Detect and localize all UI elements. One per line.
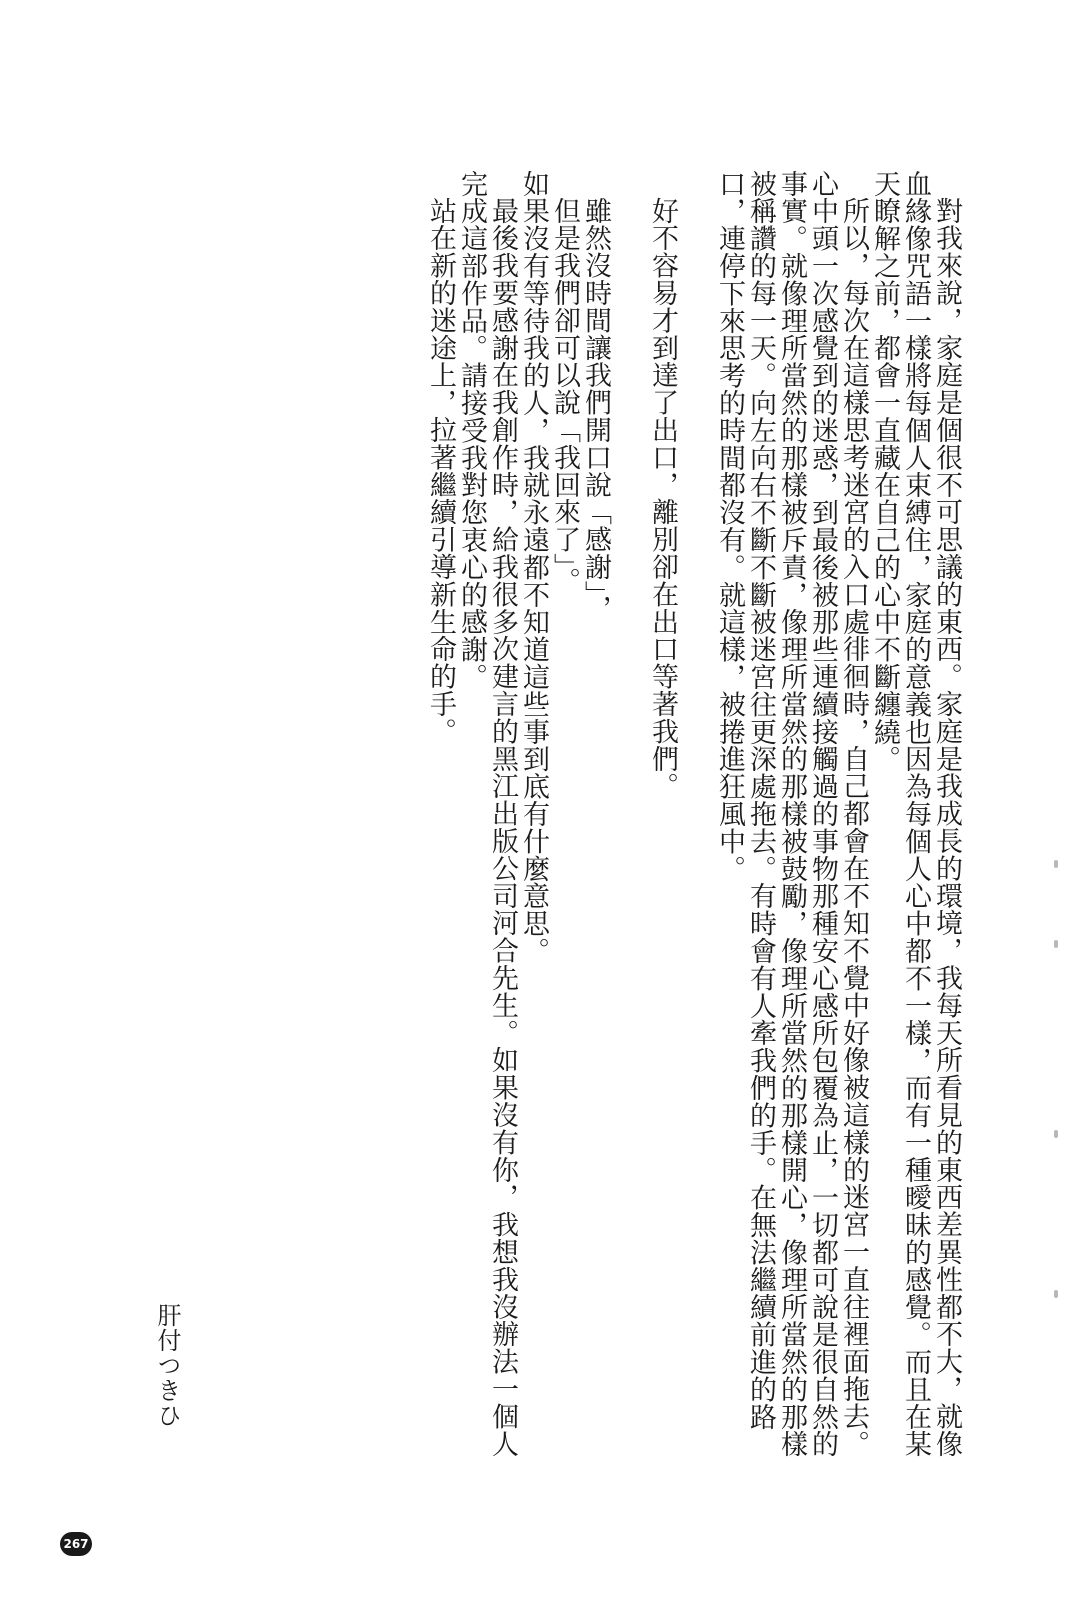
paragraph-acknowledgement: 最後我要感謝在我創作時，給我很多次建言的黑江出版公司河合先生。如果沒有你，我想我沒辦法一個人完成這部作品。請接受我對您衷心的感謝。 xyxy=(456,170,518,1458)
paragraph-exit: 好不容易才到達了出口，離別卻在出口等著我們。 xyxy=(647,197,678,800)
page-number-badge: 267 xyxy=(60,1532,92,1556)
scan-edge-mark xyxy=(1054,940,1058,948)
paragraph-waiting: 如果沒有等待我的人，我就永遠都不知道這些事到底有什麼意思。 xyxy=(518,170,549,965)
paragraph-family: 對我來說，家庭是個很不可思議的東西。家庭是我成長的環境，我每天所看見的東西差異性都不大，就像血緣像咒語一樣將每個人束縛住，家庭的意義也因為每個人心中都不一樣，而有一種曖昧的感覺。而且在某天瞭解之前，都會一直藏在自己的心中不斷纏繞。 xyxy=(869,170,962,1458)
scan-edge-mark xyxy=(1054,860,1058,868)
paragraph-thanks-line-2: 但是我們卻可以說「我回來了」。 xyxy=(549,197,580,595)
paragraph-maze: 所以，每次在這樣思考迷宮的入口處徘徊時，自己都會在不知不覺中好像被這樣的迷宮一直往裡面拖去。心中頭一次感覺到的迷惑，到最後被那些連續接觸過的事物那種安心感所包覆為止，一切都可說是很自然的事實。就像理所當然的那樣被斥責，像理所當然的那樣被鼓勵，像理所當然的那樣開心，像理所當然的那樣被稱讚的每一天。向左向右不斷不斷被迷宮往更深處拖去。有時會有人牽我們的手。在無法繼續前進的路口，連停下來思考的時間都沒有。就這樣，被捲進狂風中。 xyxy=(714,170,869,1458)
afterword-text xyxy=(425,170,962,1460)
author-signature: 肝付つきひ xyxy=(153,1303,181,1428)
scan-edge-mark xyxy=(1054,1130,1058,1138)
scan-edge-mark xyxy=(1054,1290,1058,1298)
paragraph-thanks-line-1: 雖然沒時間讓我們開口說「感謝」， xyxy=(580,197,611,622)
paragraph-closing: 站在新的迷途上，拉著繼續引導新生命的手。 xyxy=(425,197,456,745)
